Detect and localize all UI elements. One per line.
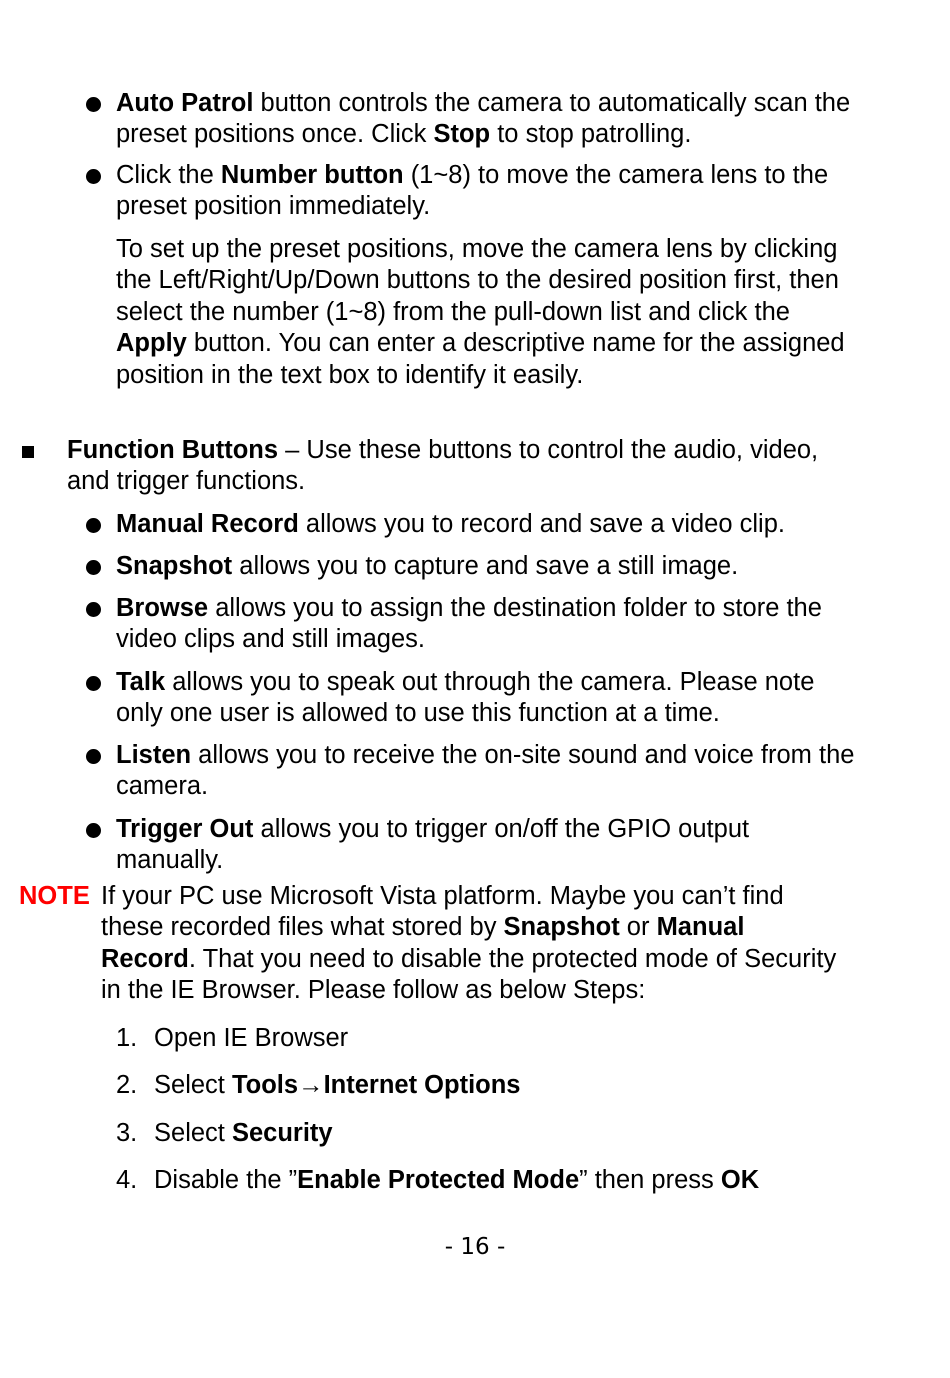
bullet-dot: [86, 518, 101, 533]
bullet-dot: [86, 97, 101, 112]
manual-record-item: Manual Record allows you to record and save a video clip.: [116, 510, 785, 538]
snapshot-item: Snapshot allows you to capture and save a still image.: [116, 552, 739, 580]
step-item: Open IE Browser: [154, 1024, 349, 1052]
auto-patrol-label: Auto Patrol: [116, 89, 254, 117]
listen-item: Listen allows you to receive the on-site sound and voice from the camera.: [116, 741, 855, 801]
talk-item: Talk allows you to speak out through the camera. Please note only one user is allowed to use this function at a time.: [116, 668, 815, 728]
step-item: Select Tools→Internet Options: [154, 1071, 521, 1099]
number-button-label: Number button: [220, 161, 404, 189]
bullet-dot: [86, 823, 101, 838]
browse-item: Browse allows you to assign the destination folder to store the video clips and still images.: [116, 594, 822, 654]
bullet-dot: [86, 560, 101, 575]
bullet-dot: [86, 169, 101, 184]
step-item: Select Security: [154, 1119, 333, 1147]
step-number: 2.: [116, 1071, 138, 1099]
note-paragraph: If your PC use Microsoft Vista platform. Maybe you can’t find these recorded files what stored by Snapshot or Manual Record. That you need to disable the protected mode of Security in the IE Browser. Please follow as below Steps:: [101, 882, 837, 1005]
step-item: Disable the ”Enable Protected Mode” then press OK: [154, 1166, 760, 1194]
bullet-dot: [86, 749, 101, 764]
step-number: 4.: [116, 1166, 138, 1194]
note-label: NOTE: [19, 882, 90, 910]
preset-paragraph: To set up the preset positions, move the camera lens by clicking the Left/Right/Up/Down buttons to the desired position first, then select the number (1~8) from the pull-down list and click the Apply button. You can enter a descriptive name for the assigned position in the text box to identify it easily.: [116, 235, 845, 389]
trigger-out-item: Trigger Out allows you to trigger on/off the GPIO output manually.: [116, 815, 750, 875]
number-button-item: Click the Number button (1~8) to move the camera lens to the preset position immediately.: [116, 161, 829, 221]
section-square-bullet: [22, 446, 34, 458]
auto-patrol-item: Auto Patrol button controls the camera to automatically scan the preset positions once. Click Stop to stop patrolling.: [116, 89, 851, 149]
bullet-dot: [86, 676, 101, 691]
function-buttons-section: Function Buttons – Use these buttons to control the audio, video, and trigger functions.: [67, 436, 819, 496]
page-number: - 16 -: [444, 1234, 506, 1260]
step-number: 3.: [116, 1119, 138, 1147]
bullet-dot: [86, 602, 101, 617]
function-buttons-heading: Function Buttons: [67, 436, 279, 464]
step-number: 1.: [116, 1024, 138, 1052]
